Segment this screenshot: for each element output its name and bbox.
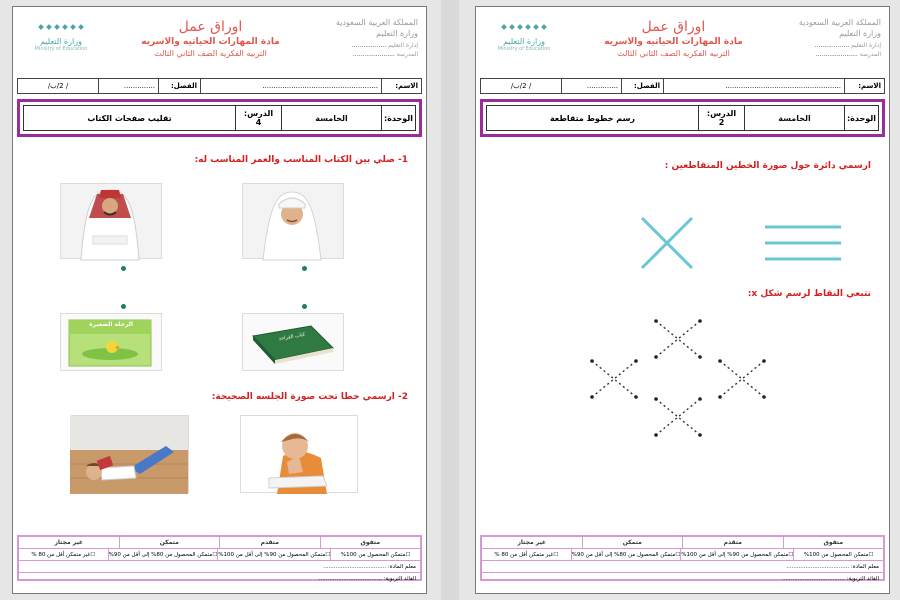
lesson-title: تقليب صفحات الكتاب: [87, 113, 172, 123]
class-label: الفصل:: [621, 79, 663, 93]
ministry-name-line: وزارة التعليم: [839, 29, 881, 38]
parallel-lines-figure[interactable]: [763, 219, 843, 267]
ministry-name-ar: وزارة التعليم: [503, 37, 545, 46]
date-field: / 2/ب/: [47, 82, 69, 90]
name-label: الاسم:: [381, 79, 421, 93]
lesson-cell: [698, 106, 744, 130]
kingdom-header: المملكة العربية السعودية وزارة التعليم إدارة التعليم .................. المدرسة ......................: [781, 17, 881, 59]
school-label: المدرسة: [396, 51, 418, 58]
picture-book-image: [60, 313, 162, 371]
level-advanced: متقدم: [219, 537, 320, 548]
kingdom-name: المملكة العربية السعودية: [798, 18, 881, 27]
match-dot-right-bottom[interactable]: [302, 304, 307, 309]
question-2: 2- ارسمي خطا تحت صورة الجلسه الصحيحة:: [211, 392, 408, 402]
worksheet-title: اوراق عمل: [178, 19, 243, 35]
unit-lesson-box: [17, 99, 422, 137]
crossing-lines-figure[interactable]: [636, 212, 698, 274]
student-info-row: [480, 78, 885, 94]
question-1: 1- صلي بين الكتاب المناسب والعمر المناسب له:: [194, 155, 408, 165]
young-boy-image: [242, 183, 344, 259]
criterion-outstanding[interactable]: ☐ متمكن المحصول من 100%: [330, 549, 420, 560]
assessment-footer: [480, 535, 885, 581]
criterion-not-passed[interactable]: ☐ غير متمكن أقل من 80 %: [31, 551, 96, 558]
adult-man-image: [60, 183, 162, 259]
supervisor-signature: القائد التربوية: ....................................: [318, 575, 416, 582]
ministry-name-line: وزارة التعليم: [376, 29, 418, 38]
unit-value: الخامسة: [281, 106, 381, 130]
date-field: / 2/ب/: [510, 82, 532, 90]
kingdom-header: المملكة العربية السعودية وزارة التعليم إدارة التعليم .................. المدرسة ......................: [318, 17, 418, 59]
lesson-title: رسم خطوط متقاطعة: [549, 113, 636, 123]
green-book-image: [242, 313, 344, 371]
page-gap: [441, 0, 459, 600]
ministry-emblem-icon: [500, 19, 548, 35]
ministry-name-en: Ministry of Education: [34, 46, 88, 52]
name-field[interactable]: ....................................................: [200, 79, 381, 93]
level-outstanding: متفوق: [783, 537, 884, 548]
green-book-title: كتاب القراءة: [278, 331, 306, 343]
level-not-passed: غير مجتاز: [517, 539, 547, 546]
supervisor-signature: القائد التربوية: ....................................: [781, 575, 879, 582]
ministry-emblem-icon: [37, 19, 85, 35]
ministry-name-en: Ministry of Education: [497, 46, 551, 52]
lesson-cell: [235, 106, 281, 130]
worksheet-page-lesson-4: [12, 6, 427, 594]
name-field[interactable]: ....................................................: [663, 79, 844, 93]
criterion-proficient[interactable]: ☐ متمكن المحصول من 80% إلى أقل من 90%: [108, 549, 218, 560]
worksheet-title-block: [113, 19, 308, 59]
worksheet-page-lesson-2: [475, 6, 890, 594]
criterion-not-passed[interactable]: ☐ غير متمكن أقل من 80 %: [494, 551, 559, 558]
level-proficient: متمكن: [119, 537, 220, 548]
class-label: الفصل:: [158, 79, 200, 93]
education-admin-label: إدارة التعليم: [851, 42, 881, 49]
picture-book-title: الرحلة الصغيرة: [89, 321, 133, 328]
school-label: المدرسة: [859, 51, 881, 58]
subject-name: مادة المهارات الحياتيه والاسريه: [604, 37, 743, 47]
student-info-row: [17, 78, 422, 94]
ministry-logo: [21, 19, 101, 52]
class-field[interactable]: ..............: [561, 79, 621, 93]
subject-name: مادة المهارات الحياتيه والاسريه: [141, 37, 280, 47]
level-proficient: متمكن: [582, 537, 683, 548]
level-outstanding: متفوق: [320, 537, 421, 548]
ministry-name-ar: وزارة التعليم: [40, 37, 82, 46]
match-dot-right-top[interactable]: [302, 266, 307, 271]
criterion-advanced[interactable]: ☐ متمكن المحصول من 90% إلى أقل من 100%: [217, 549, 330, 560]
grade-name: التربيه الفكريه الصف الثاني الثالث: [154, 49, 267, 58]
criterion-proficient[interactable]: ☐ متمكن المحصول من 80% إلى أقل من 90%: [571, 549, 681, 560]
unit-value: الخامسة: [744, 106, 844, 130]
grade-name: التربيه الفكريه الصف الثاني الثالث: [617, 49, 730, 58]
worksheet-title: اوراق عمل: [641, 19, 706, 35]
question-trace-x: تتبعي النقاط لرسم شكل x:: [747, 289, 871, 299]
lesson-label: الدرس:: [243, 109, 274, 118]
unit-lesson-box: [480, 99, 885, 137]
level-advanced: متقدم: [682, 537, 783, 548]
level-not-passed: غير مجتاز: [54, 539, 84, 546]
match-dot-left-bottom[interactable]: [121, 304, 126, 309]
lesson-number: 4: [255, 118, 262, 127]
education-admin-label: إدارة التعليم: [388, 42, 418, 49]
lying-boy-reading-image: [71, 415, 189, 493]
dotted-x-tracing-figure[interactable]: [584, 307, 774, 445]
sitting-boy-reading-image: [240, 415, 358, 493]
teacher-signature: معلم المادة: ....................................: [786, 563, 879, 570]
lesson-label: الدرس:: [706, 109, 737, 118]
question-circle-crossing-lines: ارسمي دائرة حول صورة الخطين المتقاطعين :: [664, 161, 871, 171]
class-field[interactable]: ..............: [98, 79, 158, 93]
kingdom-name: المملكة العربية السعودية: [335, 18, 418, 27]
match-dot-left-top[interactable]: [121, 266, 126, 271]
teacher-signature: معلم المادة: ....................................: [323, 563, 416, 570]
unit-label: الوحدة:: [844, 106, 878, 130]
unit-label: الوحدة:: [381, 106, 415, 130]
worksheet-title-block: [576, 19, 771, 59]
ministry-logo: [484, 19, 564, 52]
criterion-outstanding[interactable]: ☐ متمكن المحصول من 100%: [793, 549, 883, 560]
lesson-number: 2: [718, 118, 725, 127]
criterion-advanced[interactable]: ☐ متمكن المحصول من 90% إلى أقل من 100%: [680, 549, 793, 560]
assessment-footer: [17, 535, 422, 581]
name-label: الاسم:: [844, 79, 884, 93]
